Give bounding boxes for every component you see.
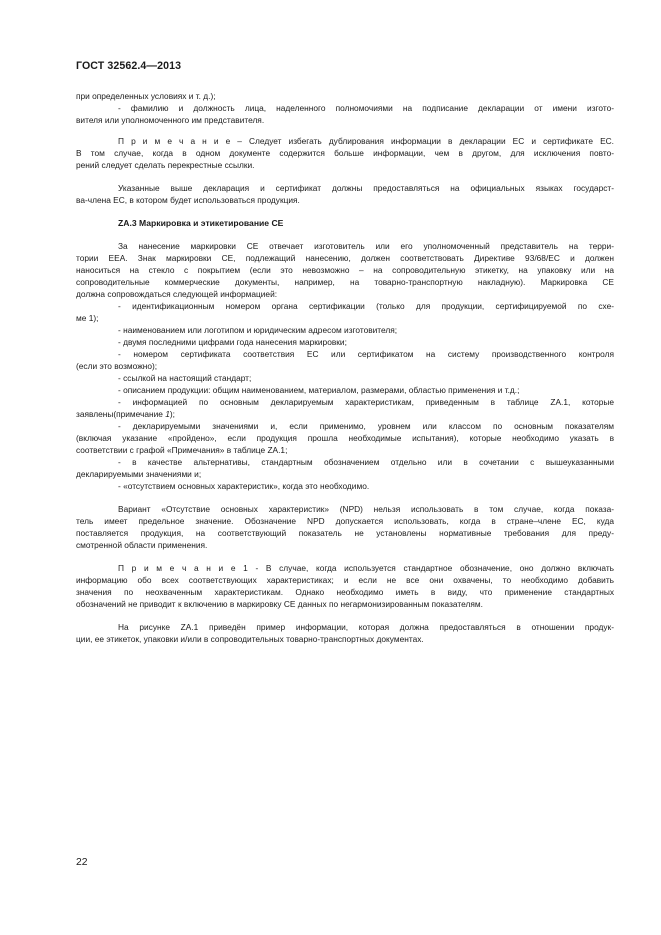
text-line: наноситься на стекло с покрытием (если это невозможно – на сопроводительную этикетку, на упаковку или на: [76, 265, 614, 275]
text-line: декларируемыми значениями и;: [76, 469, 202, 479]
text-line: смотренной области применения.: [76, 540, 208, 550]
note-line: значения по неохваченным характеристикам. Однако необходимо иметь в виду, что применение стандартных: [76, 587, 614, 597]
note-line: обозначений не приводит к включению в маркировку СЕ данных по негармонизированным показателям.: [76, 599, 483, 609]
text-line: вителя или уполномоченного им представителя.: [76, 115, 265, 125]
list-item: - двумя последними цифрами года нанесения маркировки;: [118, 337, 347, 347]
list-item: - описанием продукции: общим наименованием, материалом, размерами, областью применения и т.д.;: [118, 385, 520, 395]
text-line: Указанные выше декларация и сертификат должны предоставляться на официальных языках государст-: [118, 183, 614, 193]
note-line: В том случае, когда в одном документе содержится больше информации, чем в другом, для исключения повто-: [76, 148, 614, 158]
text-line: ме 1);: [76, 313, 99, 323]
note-line: П р и м е ч а н и е 1 - В случае, когда используется стандартное обозначение, оно должно включать: [118, 563, 614, 573]
text-line: (включая указание «пройдено», если продукция прошла необходимые испытания), которые необходимо указать в: [76, 433, 614, 443]
text-line: поставляется продукция, на соответствующий показатель не установлены нормативные требования для преду-: [76, 528, 614, 538]
note-line: П р и м е ч а н и е – Следует избегать дублирования информации в декларации ЕС и сертификате ЕС.: [118, 136, 614, 146]
text-line: ции, ее этикеток, упаковки и/или в сопроводительных товарно-транспортных документах.: [76, 634, 424, 644]
list-item: - номером сертификата соответствия ЕС или сертификатом на систему производственного контроля: [118, 349, 614, 359]
text-line: ва-члена ЕС, в котором будет использоваться продукция.: [76, 195, 300, 205]
text-line: [76, 409, 614, 419]
text-line: (если это возможно);: [76, 361, 158, 371]
list-item: - ссылкой на настоящий стандарт;: [118, 373, 252, 383]
text-line: За нанесение маркировки СЕ отвечает изготовитель или его уполномоченный представитель на терри-: [118, 241, 614, 251]
list-item: - «отсутствием основных характеристик», когда это необходимо.: [118, 481, 370, 491]
list-item: - информацией по основным декларируемым характеристикам, приведенным в таблице ZA.1, которые: [118, 397, 614, 407]
document-header: ГОСТ 32562.4—2013: [76, 60, 182, 72]
note-reference: 1: [165, 409, 170, 419]
text-line: На рисунке ZA.1 приведён пример информации, которая должна предоставляться в отношении продук-: [118, 622, 614, 632]
text-line: должна сопровождаться следующей информацией:: [76, 289, 278, 299]
text-line: тории ЕЕА. Знак маркировки СЕ, подлежащий нанесению, должен соответствовать Директиве 93/68/ЕС и должен: [76, 253, 614, 263]
text-line: при определенных условиях и т. д.);: [76, 91, 216, 101]
text-line: сопроводительные коммерческие документы, например, на товарно-транспортную накладную). Маркировка СЕ: [76, 277, 614, 287]
list-item: - в качестве альтернативы, стандартным обозначением отдельно или в сочетании с вышеуказанными: [118, 457, 614, 467]
note-line: информацию обо всех соответствующих характеристиках; и если не все они охвачены, то необходимо добавить: [76, 575, 614, 585]
text-line: тель имеет предельное значение. Обозначение NPD допускается использовать, когда в стране–члене ЕС, куда: [76, 516, 614, 526]
text-line: соответствии с графой «Примечания» в таблице ZA.1;: [76, 445, 288, 455]
text-line: Вариант «Отсутствие основных характеристик» (NPD) нельзя использовать в том случае, когда показа-: [118, 504, 614, 514]
note-line: рений следует сделать перекрестные ссылки.: [76, 160, 255, 170]
list-item: - декларируемыми значениями и, если применимо, уровнем или классом по основным показателям: [118, 421, 614, 431]
page-number: 22: [76, 857, 88, 868]
list-item: - наименованием или логотипом и юридическим адресом изготовителя;: [118, 325, 398, 335]
text-fragment: заявлены(примечание: [76, 409, 166, 419]
text-fragment: );: [169, 409, 176, 419]
section-heading: ZA.3 Маркировка и этикетирование СЕ: [118, 218, 284, 228]
list-item: - идентификационным номером органа сертификации (только для продукции, сертифицируемой по схе-: [118, 301, 614, 311]
text-line: - фамилию и должность лица, наделенного полномочиями на подписание декларации от имени изгото-: [118, 103, 614, 113]
